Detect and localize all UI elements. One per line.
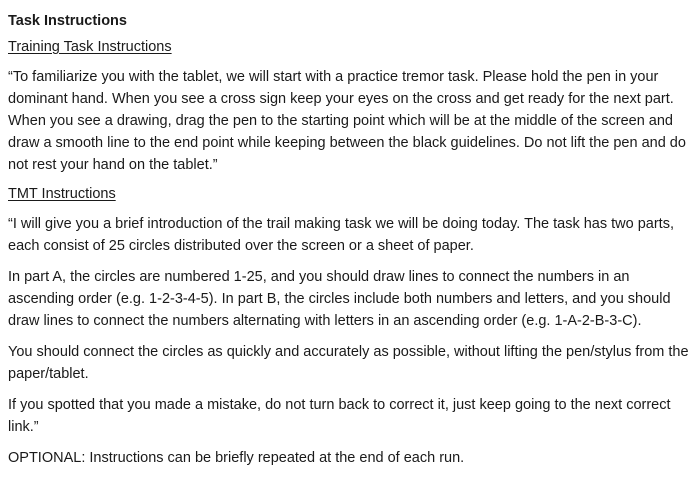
tmt-paragraph-intro: “I will give you a brief introduction of the trail making task we will be doing today. The task has two parts, each consist of 25 circles distributed over the screen or a sheet of paper.: [8, 216, 674, 254]
training-heading: Training Task Instructions: [8, 39, 172, 55]
tmt-paragraph-parts: In part A, the circles are numbered 1-25, and you should draw lines to connect the numbers in an ascending order (e.g. 1-2-3-4-5). In part B, the circles include both numbers and letters, and you should draw lines to connect the numbers alternating with letters in an ascending order (e.g. 1-A-2-B-3-C).: [8, 269, 671, 329]
tmt-paragraph-speed: You should connect the circles as quickly and accurately as possible, without lifting the pen/stylus from the paper/tablet.: [8, 344, 689, 382]
training-paragraph: “To familiarize you with the tablet, we will start with a practice tremor task. Please hold the pen in your dominant hand. When you see a cross sign keep your eyes on the cross and get ready for the next part. When you see a drawing, drag the pen to the starting point which will be at the middle of the screen and draw a smooth line to the end point while keeping between the black guidelines. Do not lift the pen and do not rest your hand on the tablet.”: [8, 69, 686, 173]
page-title: Task Instructions: [8, 13, 127, 29]
tmt-heading: TMT Instructions: [8, 186, 116, 202]
tmt-paragraph-mistake: If you spotted that you made a mistake, do not turn back to correct it, just keep going to the next correct link.”: [8, 397, 671, 435]
tmt-paragraph-optional: OPTIONAL: Instructions can be briefly repeated at the end of each run.: [8, 450, 465, 466]
